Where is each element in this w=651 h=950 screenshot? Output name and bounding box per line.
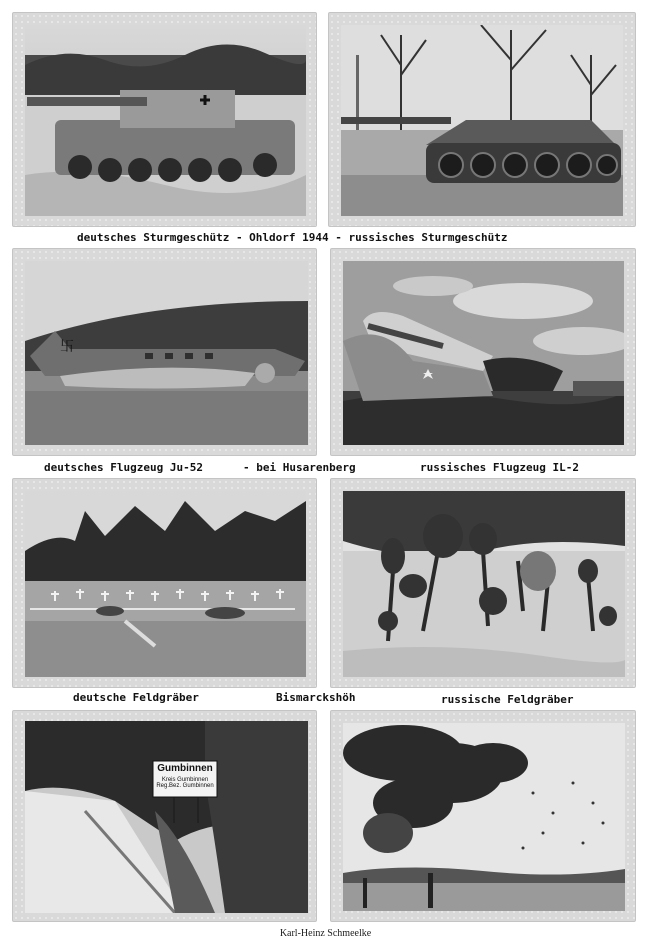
photo-german-graves: [25, 491, 306, 677]
caption-row3-mid: Bismarckshöh: [276, 691, 356, 704]
sign-line1: Kreis Gumbinnen: [161, 776, 209, 783]
photo-frame-gumbinnen-road: [12, 710, 317, 922]
caption-row1: deutsches Sturmgeschütz - Ohldorf 1944 - russisches Sturmgeschütz: [77, 231, 508, 244]
photo-russian-assault-gun: [341, 25, 623, 216]
sign-line2: Reg.Bez. Gumbinnen: [156, 782, 214, 789]
caption-row3-left: deutsche Feldgräber: [73, 691, 199, 704]
photo-credit: Karl-Heinz Schmeelke: [279, 928, 372, 939]
photo-russian-graves: [343, 491, 625, 677]
photo-frame-ju52: [12, 248, 317, 456]
photo-frame-russian-assault-gun: [328, 12, 636, 227]
gumbinnen-sign: [153, 761, 217, 797]
photo-frame-il2: [330, 248, 636, 456]
photo-frame-german-graves: [12, 478, 317, 688]
caption-row2-left: deutsches Flugzeug Ju-52: [44, 461, 203, 474]
photo-smoke: [343, 723, 625, 911]
svg-text:卐: 卐: [60, 339, 74, 355]
photo-german-assault-gun: [25, 25, 306, 216]
photo-frame-smoke: [330, 710, 636, 922]
caption-row2-right: russisches Flugzeug IL-2: [420, 461, 579, 474]
photo-il2: [343, 261, 624, 445]
photo-ju52: [25, 261, 308, 445]
caption-row3-right: russische Feldgräber: [441, 693, 574, 706]
photo-gumbinnen-road: [25, 721, 308, 913]
caption-row2-mid: - bei Husarenberg: [243, 461, 356, 474]
photo-frame-german-assault-gun: [12, 12, 317, 227]
photo-frame-russian-graves: [330, 478, 636, 688]
sign-title: Gumbinnen: [157, 763, 213, 774]
